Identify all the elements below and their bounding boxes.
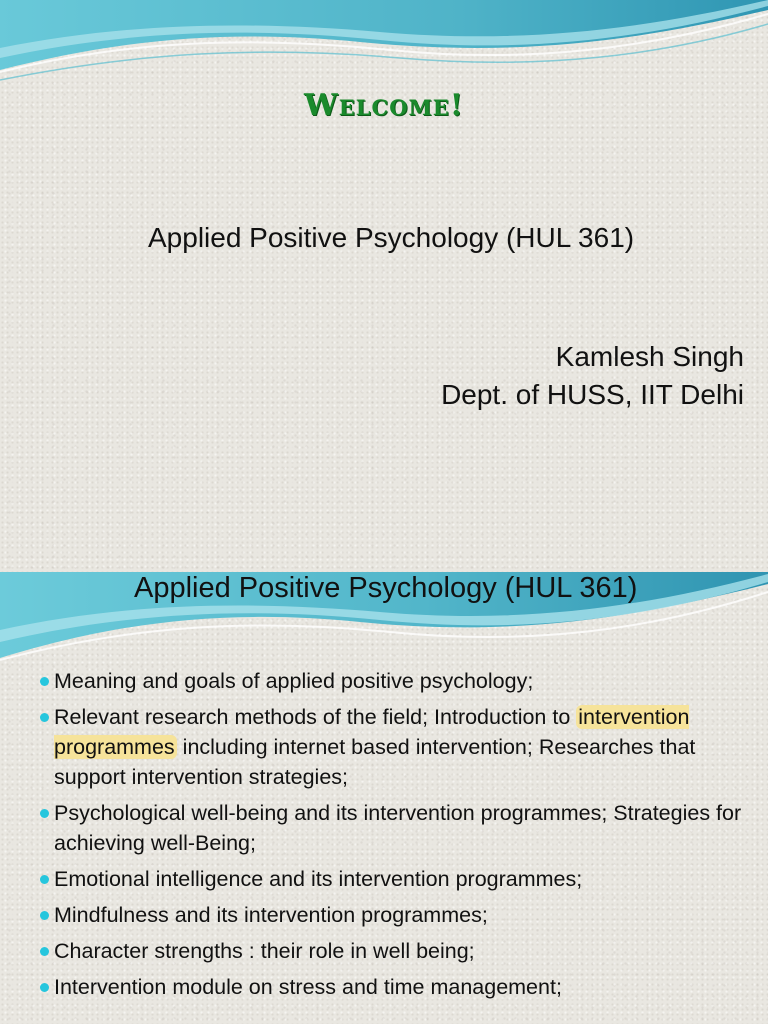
syllabus-bullet-list [40, 666, 752, 1008]
list-item: Character strengths : their role in well being; [40, 936, 752, 966]
welcome-heading: Welcome! [304, 88, 464, 123]
list-item: Intervention module on stress and time management; [40, 972, 752, 1002]
syllabus-slide [0, 572, 768, 1024]
list-item: Relevant research methods of the field; Introduction to intervention programmes including internet based intervention; Researches that support intervention strategies; [40, 702, 752, 792]
bullet-dot-icon [40, 983, 49, 992]
bullet-dot-icon [40, 713, 49, 722]
author-department: Dept. of HUSS, IIT Delhi [441, 379, 744, 410]
list-item: Emotional intelligence and its intervention programmes; [40, 864, 752, 894]
bullet-dot-icon [40, 875, 49, 884]
syllabus-title: Applied Positive Psychology (HUL 361) [134, 572, 638, 604]
bullet-dot-icon [40, 947, 49, 956]
slide1-wave-decoration [0, 0, 768, 90]
list-item: Psychological well-being and its intervention programmes; Strategies for achieving well-Being; [40, 798, 752, 858]
bullet-dot-icon [40, 677, 49, 686]
list-item: Mindfulness and its intervention programmes; [40, 900, 752, 930]
bullet-dot-icon [40, 911, 49, 920]
author-name: Kamlesh Singh [555, 341, 744, 372]
highlighted-text: intervention programmes [54, 705, 690, 759]
list-item: Meaning and goals of applied positive psychology; [40, 666, 752, 696]
bullet-dot-icon [40, 809, 49, 818]
course-title: Applied Positive Psychology (HUL 361) [148, 222, 635, 253]
author-block [441, 338, 744, 414]
